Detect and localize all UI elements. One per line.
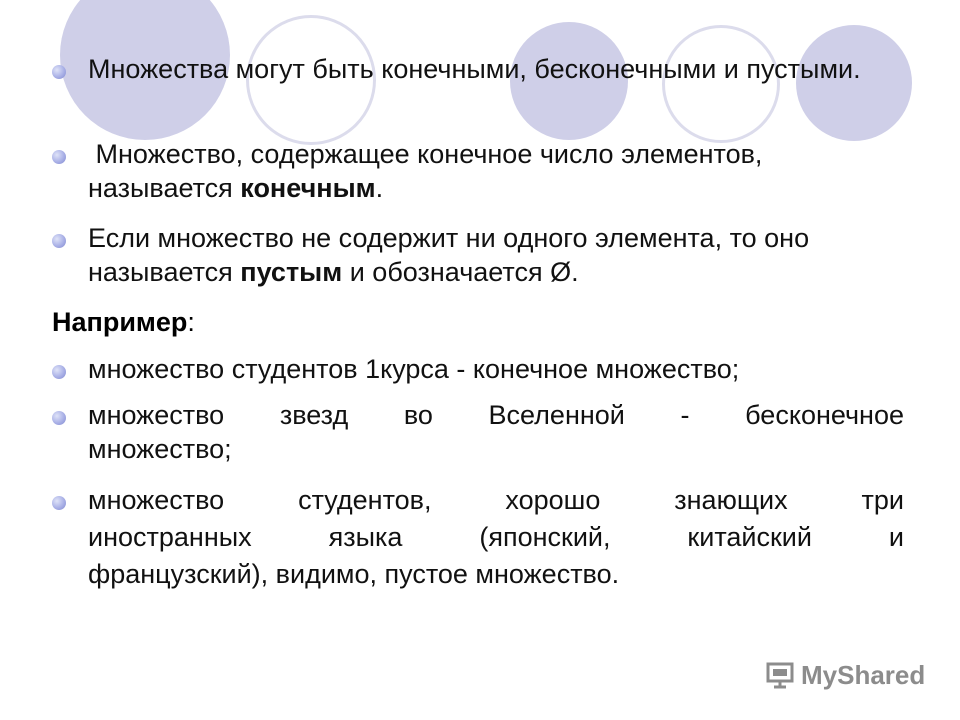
bullet-text: Если множество не содержит ни одного элемента, то оно называется пустым и обозначается Ø.	[88, 223, 810, 287]
bullet-text: Множество, содержащее конечное число элементов, называется конечным.	[88, 139, 770, 203]
watermark-logo	[765, 655, 925, 695]
bullet-dot-icon	[52, 150, 66, 164]
example-text-line-1: множество звезд во Вселенной - бесконечное	[88, 400, 904, 430]
bullet-dot-icon	[52, 365, 66, 379]
bullet-dot-icon	[52, 65, 66, 79]
presentation-board-icon	[765, 660, 795, 690]
term-finite: конечным	[240, 173, 376, 203]
example-text-line-2: иностранных языка (японский, китайский и	[88, 522, 904, 552]
example-text-line-1: множество студентов, хорошо знающих три	[88, 485, 904, 515]
bullet-dot-icon	[52, 411, 66, 425]
bullet-text: Множества могут быть конечными, бесконечными и пустыми.	[88, 54, 861, 84]
bullet-dot-icon	[52, 496, 66, 510]
bullet-dot-icon	[52, 234, 66, 248]
example-heading: Например:	[52, 307, 195, 337]
example-text-line-2: множество;	[88, 434, 232, 464]
example-text-line-3: французский), видимо, пустое множество.	[88, 559, 620, 589]
example-text: множество студентов 1курса - конечное множество;	[88, 354, 740, 384]
term-empty: пустым	[240, 257, 343, 287]
watermark-text: MyShared	[801, 659, 926, 690]
